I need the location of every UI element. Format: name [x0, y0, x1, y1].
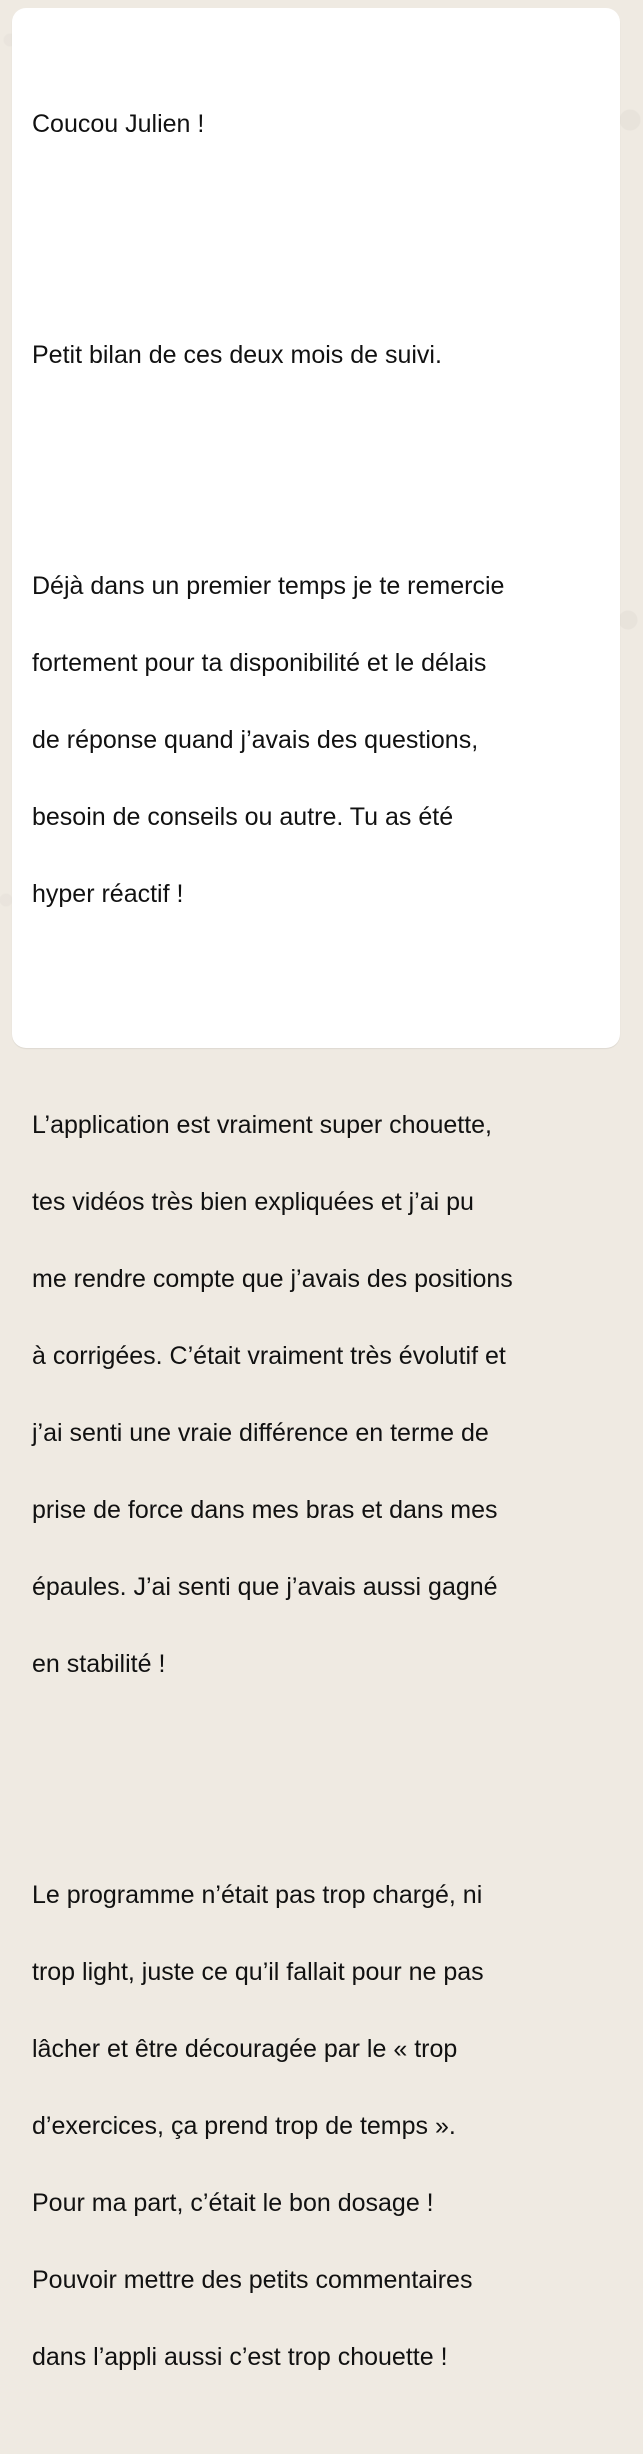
message-text	[32, 28, 606, 2454]
message-line: en stabilité !	[32, 1650, 166, 1678]
message-paragraph	[32, 529, 606, 953]
message-line: j’ai senti une vraie différence en terme de	[32, 1419, 489, 1447]
message-line: prise de force dans mes bras et dans mes	[32, 1496, 498, 1524]
message-line: tes vidéos très bien expliquées et j’ai pu	[32, 1188, 474, 1216]
message-line: d’exercices, ça prend trop de temps ».	[32, 2112, 456, 2140]
message-paragraph	[32, 1838, 606, 2416]
message-bubble[interactable]	[12, 8, 620, 2371]
message-line: besoin de conseils ou autre. Tu as été	[32, 803, 454, 831]
message-paragraph	[32, 298, 606, 414]
message-line: Petit bilan de ces deux mois de suivi.	[32, 341, 442, 369]
message-line: Coucou Julien !	[32, 110, 205, 138]
message-line: épaules. J’ai senti que j’avais aussi gagné	[32, 1573, 498, 1601]
message-paragraph	[32, 1068, 606, 1723]
message-line: Déjà dans un premier temps je te remercie	[32, 572, 505, 600]
message-line: Pour ma part, c’était le bon dosage !	[32, 2189, 434, 2217]
message-line: de réponse quand j’avais des questions,	[32, 726, 479, 754]
message-paragraph	[32, 67, 606, 183]
message-line: à corrigées. C’était vraiment très évolutif et	[32, 1342, 506, 1370]
message-line: me rendre compte que j’avais des positions	[32, 1265, 513, 1293]
message-line: L’application est vraiment super chouette,	[32, 1111, 492, 1139]
message-line: hyper réactif !	[32, 880, 184, 908]
message-line: trop light, juste ce qu’il fallait pour ne pas	[32, 1958, 484, 1986]
message-line: fortement pour ta disponibilité et le délais	[32, 649, 487, 677]
message-line: lâcher et être découragée par le « trop	[32, 2035, 458, 2063]
message-line: Pouvoir mettre des petits commentaires	[32, 2266, 473, 2294]
message-line: Le programme n’était pas trop chargé, ni	[32, 1881, 483, 1909]
message-line: dans l’appli aussi c’est trop chouette !	[32, 2343, 448, 2371]
